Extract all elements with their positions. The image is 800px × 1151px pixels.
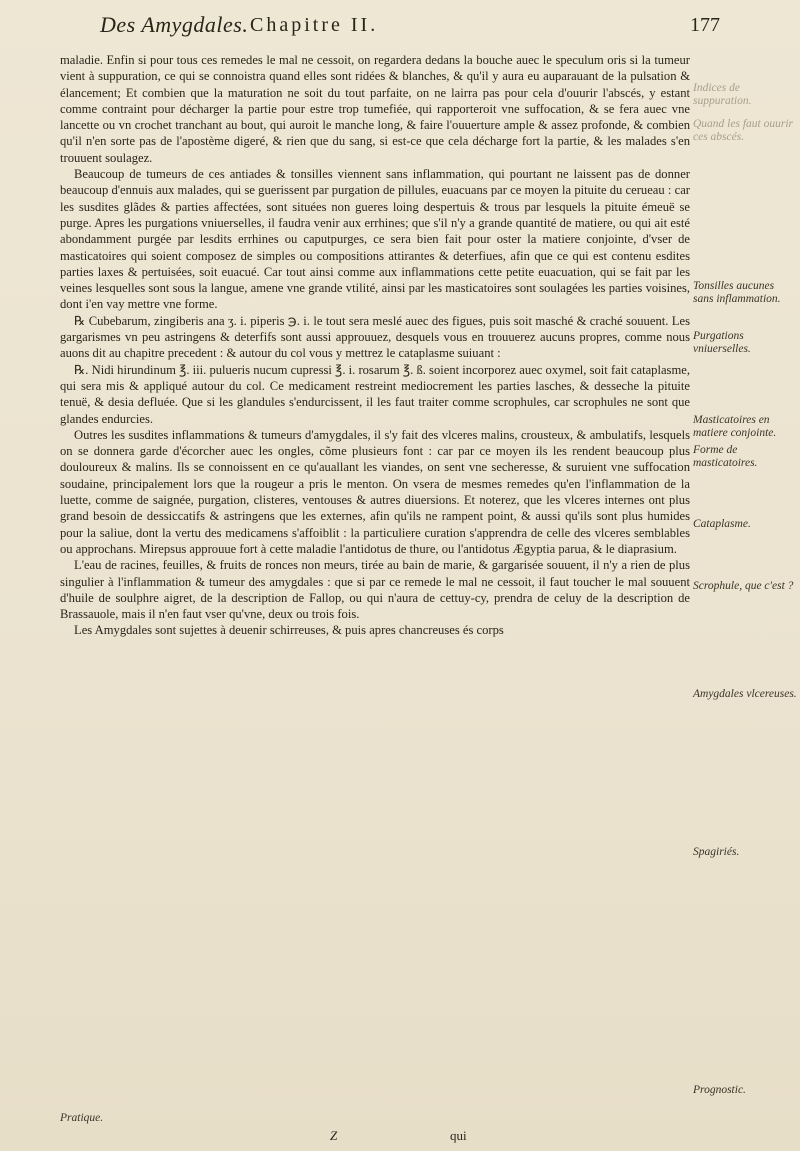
paragraph: ℞ Cubebarum, zingiberis ana ʒ. i. piperis ℈. i. le tout sera meslé auec des figues, puis soit masché & craché souuent. Les gargarismes vn peu astringens & deterfifs sont aussi approuuez, desquels vous en trouuerez aucuns propres, comme nous auons dit au chapitre precedent : & autour du col vous y mettrez le cataplasme suiuant : bbox=[60, 313, 690, 361]
page-footer bbox=[60, 1128, 780, 1148]
margin-note: Forme de masticatoires. bbox=[693, 444, 758, 469]
margin-note: Prognostic. bbox=[693, 1084, 746, 1096]
chapter-heading: Chapitre II. bbox=[250, 14, 379, 36]
paragraph: Beaucoup de tumeurs de ces antiades & tonsilles viennent sans inflammation, qui pourtant ne laissent pas de donner beaucoup d'ennuis aux malades, qui se guerissent par purgation de pillules, euacuans par ce moyen la pituite du cerueau : car les susdites glãdes & parties affectées, sont situées non gueres loing despertuis & trous par lesquels la pituite émeuë se purge. Apres les purgations vniuerselles, il faudra venir aux errhines; que s'il n'y a grande quantité de matiere, ou qui ait esté abondamment purgée par lesdits errhines ou caputpurges, ce sera bien fait pour oster la matiere conjointe, d'vser de masticatoires qui soient composez de simples ou compositions attirantes & deterfiues, afin que ce qui est contenu esdites parties laxes & pertuisées, soit euacué. Car tout ainsi comme aux inflammations cette petite euacuation, qui se fait par les veines lesquelles sont sous la langue, amene vne grande vtilité, ainsi par les masticatoires sont soulagées les parties voisines, dont i'en vay mettre vne forme. bbox=[60, 167, 690, 312]
running-head: Des Amygdales. bbox=[100, 12, 249, 37]
paragraph: maladie. Enfin si pour tous ces remedes le mal ne cessoit, on regardera dedans la bouche auec le speculum oris si la tumeur vient à suppuration, ce qui se connoistra quand elles sont ridées & blanches, & qu'il y aura eu auparauant de la pulsation & élancement; Et combien que la maturation ne soit du tout parfaite, on ne lairra pas pour cela d'ouurir l'abscés, y estant comme contraint pour décharger la partie pour estre trop tumefiée, qui rapporteroit vne suffocation, & se fera auec vne lancette ou vn crochet tranchant au bout, qui auroit le manche long, & faire l'ouuerture ample & assez profonde, & combien qu'il n'en sorte pas de l'apostème digeré, & rien que du sang, si est-ce que cela décharge fort la partie, & les malades s'en trouuent soulagez. bbox=[60, 53, 690, 165]
margin-note: Purgations vniuerselles. bbox=[693, 330, 751, 355]
margin-note: Amygdales vlcereuses. bbox=[693, 688, 797, 700]
page-number: 177 bbox=[690, 14, 720, 36]
margin-note: Spagiriés. bbox=[693, 846, 740, 858]
catchword: qui bbox=[450, 1128, 467, 1143]
margin-note: Indices de suppuration. bbox=[693, 82, 752, 107]
margin-note: Quand les faut ouurir ces abscés. bbox=[693, 118, 793, 143]
margin-note: Scrophule, que c'est ? bbox=[693, 580, 794, 592]
signature-mark: Z bbox=[330, 1128, 338, 1143]
main-text bbox=[60, 52, 690, 639]
margin-note: Masticatoires en matiere conjointe. bbox=[693, 414, 777, 439]
paragraph: L'eau de racines, feuilles, & fruits de ronces non meurs, tirée au bain de marie, & gargarisée souuent, il n'y a rien de plus singulier à l'inflammation & tumeur des amygdales : que si par ce remede le mal ne cessoit, il faut toucher le mal souuent d'huile de soulphre aigret, de la description de Fallop, ou qui n'aura de cettuy-cy, prendra de celuy de la description de Brassauole, mais il n'en faut vser qu'vne, deux ou trois fois. bbox=[60, 558, 690, 622]
paragraph: ℞. Nidi hirundinum ℥. iii. pulueris nucum cupressi ℥. i. rosarum ℥. ß. soient incorporez auec oxymel, soit fait cataplasme, qui sera mis & appliqué autour du col. Ce medicament restreint mediocrement les parties lasches, & desseche la pituite tenuë, & desia defluée. Que si les glandules s'endurcissent, il les faut traiter comme scrophules, car scrophules ne sont que glandes endurcies. bbox=[60, 362, 690, 426]
page-header bbox=[100, 12, 720, 52]
margin-note: Cataplasme. bbox=[693, 518, 751, 530]
paragraph: Outres les susdites inflammations & tumeurs d'amygdales, il s'y fait des vlceres malins, crousteux, & ambulatifs, lesquels on se donnera garde d'écorcher auec les ongles, cõme plusieurs font : car par ce moyen ils les rendent beaucoup plus douloureux & malins. Ils se connoissent en ce qu'auallant les viandes, on sent vne secheresse, & suruient vne suffocation soudaine, principalement lors que la rougeur a pris le menton. On vsera de mesmes remedes qu'en l'inflammation de la luette, comme de saignée, purgation, clisteres, ventouses & autres diuersions. Et noterez, que les vlceres internes ont plus grand besoin de dessiccatifs & astringens que les externes, afin qu'ils ne rampent point, & aussi qu'ils sont plus humides pour la saliue, dont la vertu des medicamens s'affoiblit : la particuliere curation s'apprendra de celle des vlceres semblables ou approchans. Mirepsus approuue fort à cette maladie l'antidotus de thure, ou l'antidotus Ægyptia parua, & le diaprasium. bbox=[60, 427, 690, 556]
margin-note: Tonsilles aucunes sans inflammation. bbox=[693, 280, 781, 305]
footer-margin-note: Pratique. bbox=[60, 1112, 104, 1124]
paragraph: Les Amygdales sont sujettes à deuenir schirreuses, & puis apres chancreuses és corps bbox=[74, 623, 504, 638]
